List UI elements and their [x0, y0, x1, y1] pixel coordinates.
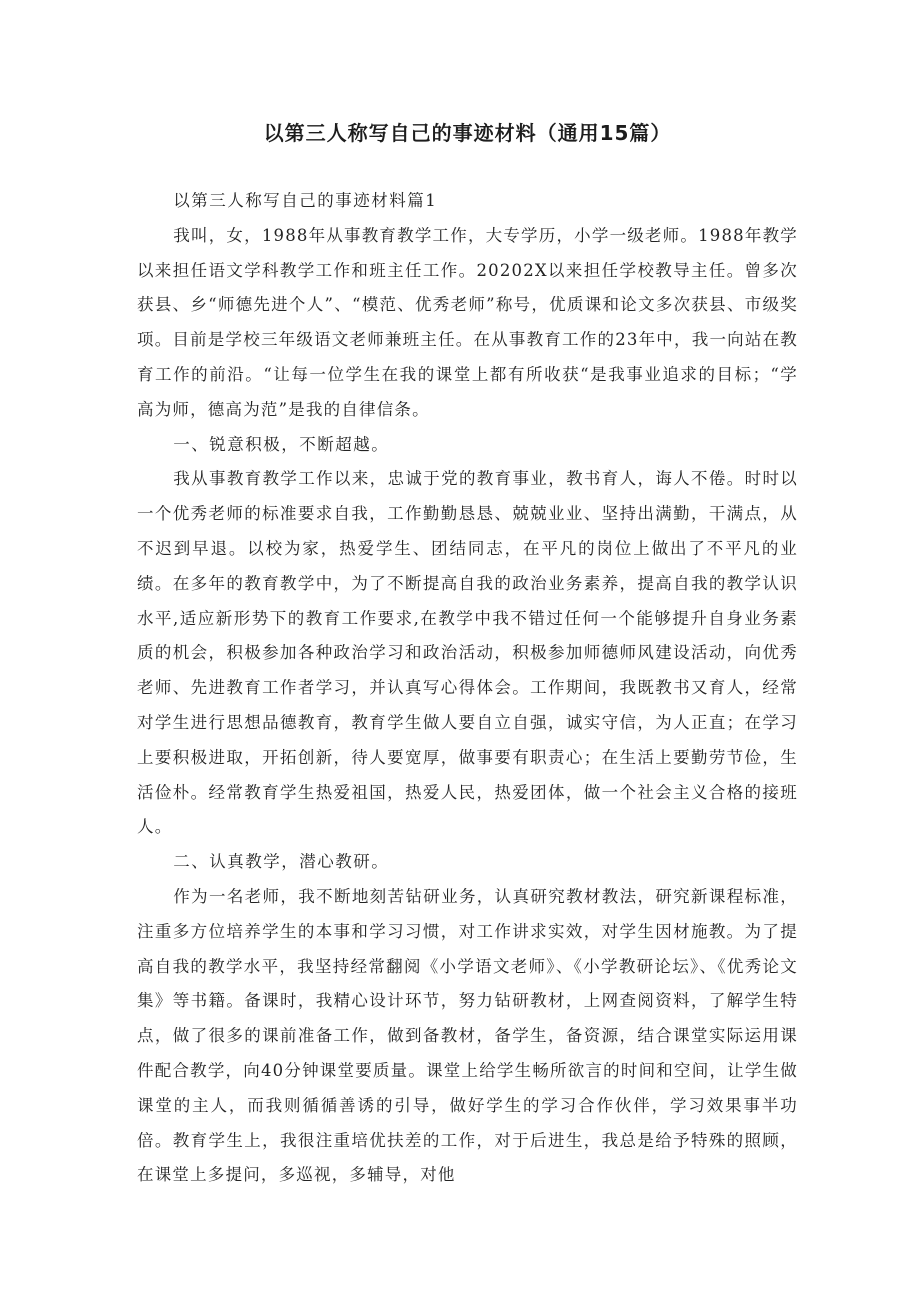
document-title: 以第三人称写自己的事迹材料（通用15篇）	[263, 121, 672, 145]
paragraph-teaching: 作为一名老师，我不断地刻苦钻研业务，认真研究教材教法，研究新课程标准，注重多方位培养学生的本事和学习习惯，对工作讲求实效，对学生因材施教。为了提高自我的教学水平，我坚持经常翻阅《小学语文老师》、《小学教研论坛》、《优秀论文集》等书籍。备课时，我精心设计环节，努力钻研教材，上网查阅资料，了解学生特点，做了很多的课前准备工作，做到备教材，备学生，备资源，结合课堂实际运用课件配合教学，向40分钟课堂要质量。课堂上给学生畅所欲言的时间和空间，让学生做课堂的主人，而我则循循善诱的引导，做好学生的学习合作伙伴，学习效果事半功倍。教育学生上，我很注重培优扶差的工作，对于后进生，我总是给予特殊的照顾，在课堂上多提问，多巡视，多辅导，对他	[137, 886, 798, 1185]
section-subtitle: 以第三人称写自己的事迹材料篇1	[173, 191, 438, 210]
document-body	[137, 184, 798, 1193]
paragraph-dedication: 我从事教育教学工作以来，忠诚于党的教育事业，教书育人，诲人不倦。时时以一个优秀老师的标准要求自我，工作勤勤恳恳、兢兢业业、坚持出满勤，干满点，从不迟到早退。以校为家，热爱学生、团结同志，在平凡的岗位上做出了不平凡的业绩。在多年的教育教学中，为了不断提高自我的政治业务素养，提高自我的教学认识水平,适应新形势下的教育工作要求,在教学中我不错过任何一个能够提升自身业务素质的机会，积极参加各种政治学习和政治活动，积极参加师德师风建设活动，向优秀老师、先进教育工作者学习，并认真写心得体会。工作期间，我既教书又育人，经常对学生进行思想品德教育，教育学生做人要自立自强，诚实守信，为人正直；在学习上要积极进取，开拓创新，待人要宽厚，做事要有职责心；在生活上要勤劳节俭，生活俭朴。经常教育学生热爱祖国，热爱人民，热爱团体，做一个社会主义合格的接班人。	[137, 469, 798, 837]
paragraph-intro: 我叫，女，1988年从事教育教学工作，大专学历，小学一级老师。1988年教学以来担任语文学科教学工作和班主任工作。20202X以来担任学校教导主任。曾多次获县、乡“师德先进个人”、“模范、优秀老师”称号，优质课和论文多次获县、市级奖项。目前是学校三年级语文老师兼班主任。在从事教育工作的23年中，我一向站在教育工作的前沿。“让每一位学生在我的课堂上都有所收获“是我事业追求的目标；“学高为师，德高为范”是我的自律信条。	[137, 225, 798, 419]
section-heading-2: 二、认真教学，潜心教研。	[173, 852, 390, 872]
section-heading-1: 一、锐意积极，不断超越。	[173, 434, 390, 454]
